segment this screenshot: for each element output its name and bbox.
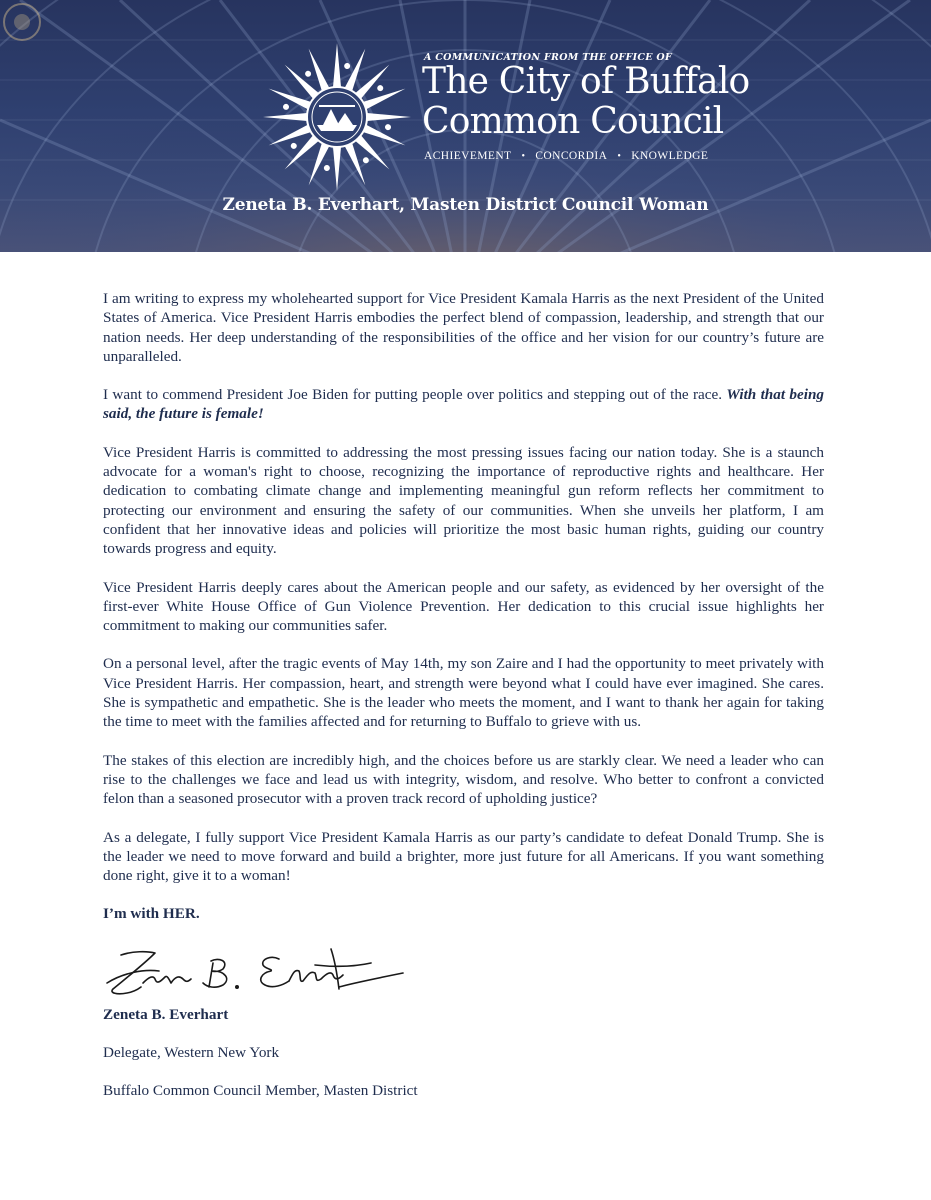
handwritten-signature xyxy=(103,943,824,1005)
paragraph: Vice President Harris is committed to addressing the most pressing issues facing our nation today. She is a staunch advocate for a woman's right to choose, recognizing the importance of reproductive rights and healthcare. Her dedication to combating climate change and implementing meaningful gun reform reflects her commitment to protecting our environment and ensuring the safety of our communities. When she unveils her platform, I am confident that her innovative ideas and policies will prioritize the most basic human rights, guiding our country towards progress and equity. xyxy=(103,443,824,558)
paragraph: Vice President Harris deeply cares about the American people and our safety, as evidenced by her oversight of the first-ever White House Office of Gun Violence Prevention. Her dedication to this crucial issue highlights her commitment to making our communities safer. xyxy=(103,578,824,635)
paragraph: As a delegate, I fully support Vice President Kamala Harris as our party’s candidate to defeat Donald Trump. She is the leader we need to move forward and build a brighter, more just future for all Americans. If you want something done right, give it to a woman! xyxy=(103,828,824,885)
emphasis-text: With that being said, the future is female! xyxy=(103,386,824,423)
letterhead-tagline: A COMMUNICATION FROM THE OFFICE OF xyxy=(424,52,673,63)
paragraph xyxy=(103,385,824,424)
motto-separator: • xyxy=(617,150,622,162)
motto-word: ACHIEVEMENT xyxy=(424,150,512,162)
motto-word: CONCORDIA xyxy=(535,150,608,162)
motto-separator: • xyxy=(521,150,526,162)
council-member-heading: Zeneta B. Everhart, Masten District Council Woman xyxy=(222,195,709,215)
paragraph: On a personal level, after the tragic events of May 14th, my son Zaire and I had the opportunity to meet privately with Vice President Harris. Her compassion, heart, and strength were beyond what I could have ever imagined. She cares. She is sympathetic and empathetic. She is the leader who meets the moment, and I want to thank her again for taking the time to meet with the families affected and for returning to Buffalo to grieve with us. xyxy=(103,655,824,731)
paragraph: The stakes of this election are incredibly high, and the choices before us are starkly clear. We need a leader who can rise to the challenges we face and lead us with integrity, wisdom, and resolve. Who better to confront a convicted felon than a seasoned prosecutor with a proven track record of upholding justice? xyxy=(103,751,824,808)
signature-icon xyxy=(103,943,423,1005)
motto-word: KNOWLEDGE xyxy=(631,150,709,162)
paragraph-text: I want to commend President Joe Biden for putting people over politics and stepping out of the race. xyxy=(103,386,727,404)
city-seal-icon xyxy=(262,42,412,192)
signatory-title: Delegate, Western New York xyxy=(103,1044,280,1062)
council-motto xyxy=(424,150,708,162)
council-name-line1: The City of Buffalo xyxy=(422,61,750,102)
signatory-name: Zeneta B. Everhart xyxy=(103,1005,229,1023)
council-name xyxy=(422,62,749,142)
council-name-line2: Common Council xyxy=(422,101,724,142)
paragraph: I am writing to express my wholehearted support for Vice President Kamala Harris as the next President of the United States of America. Vice President Harris embodies the perfect blend of compassion, leadership, and strength that our nation needs. Her deep understanding of the responsibilities of the office and her vision for our country’s future are unparalleled. xyxy=(103,290,824,365)
closing-line: I’m with HER. xyxy=(103,905,200,923)
letterhead-banner xyxy=(0,0,931,252)
letter-body xyxy=(103,289,824,1120)
signatory-title: Buffalo Common Council Member, Masten District xyxy=(103,1082,418,1100)
